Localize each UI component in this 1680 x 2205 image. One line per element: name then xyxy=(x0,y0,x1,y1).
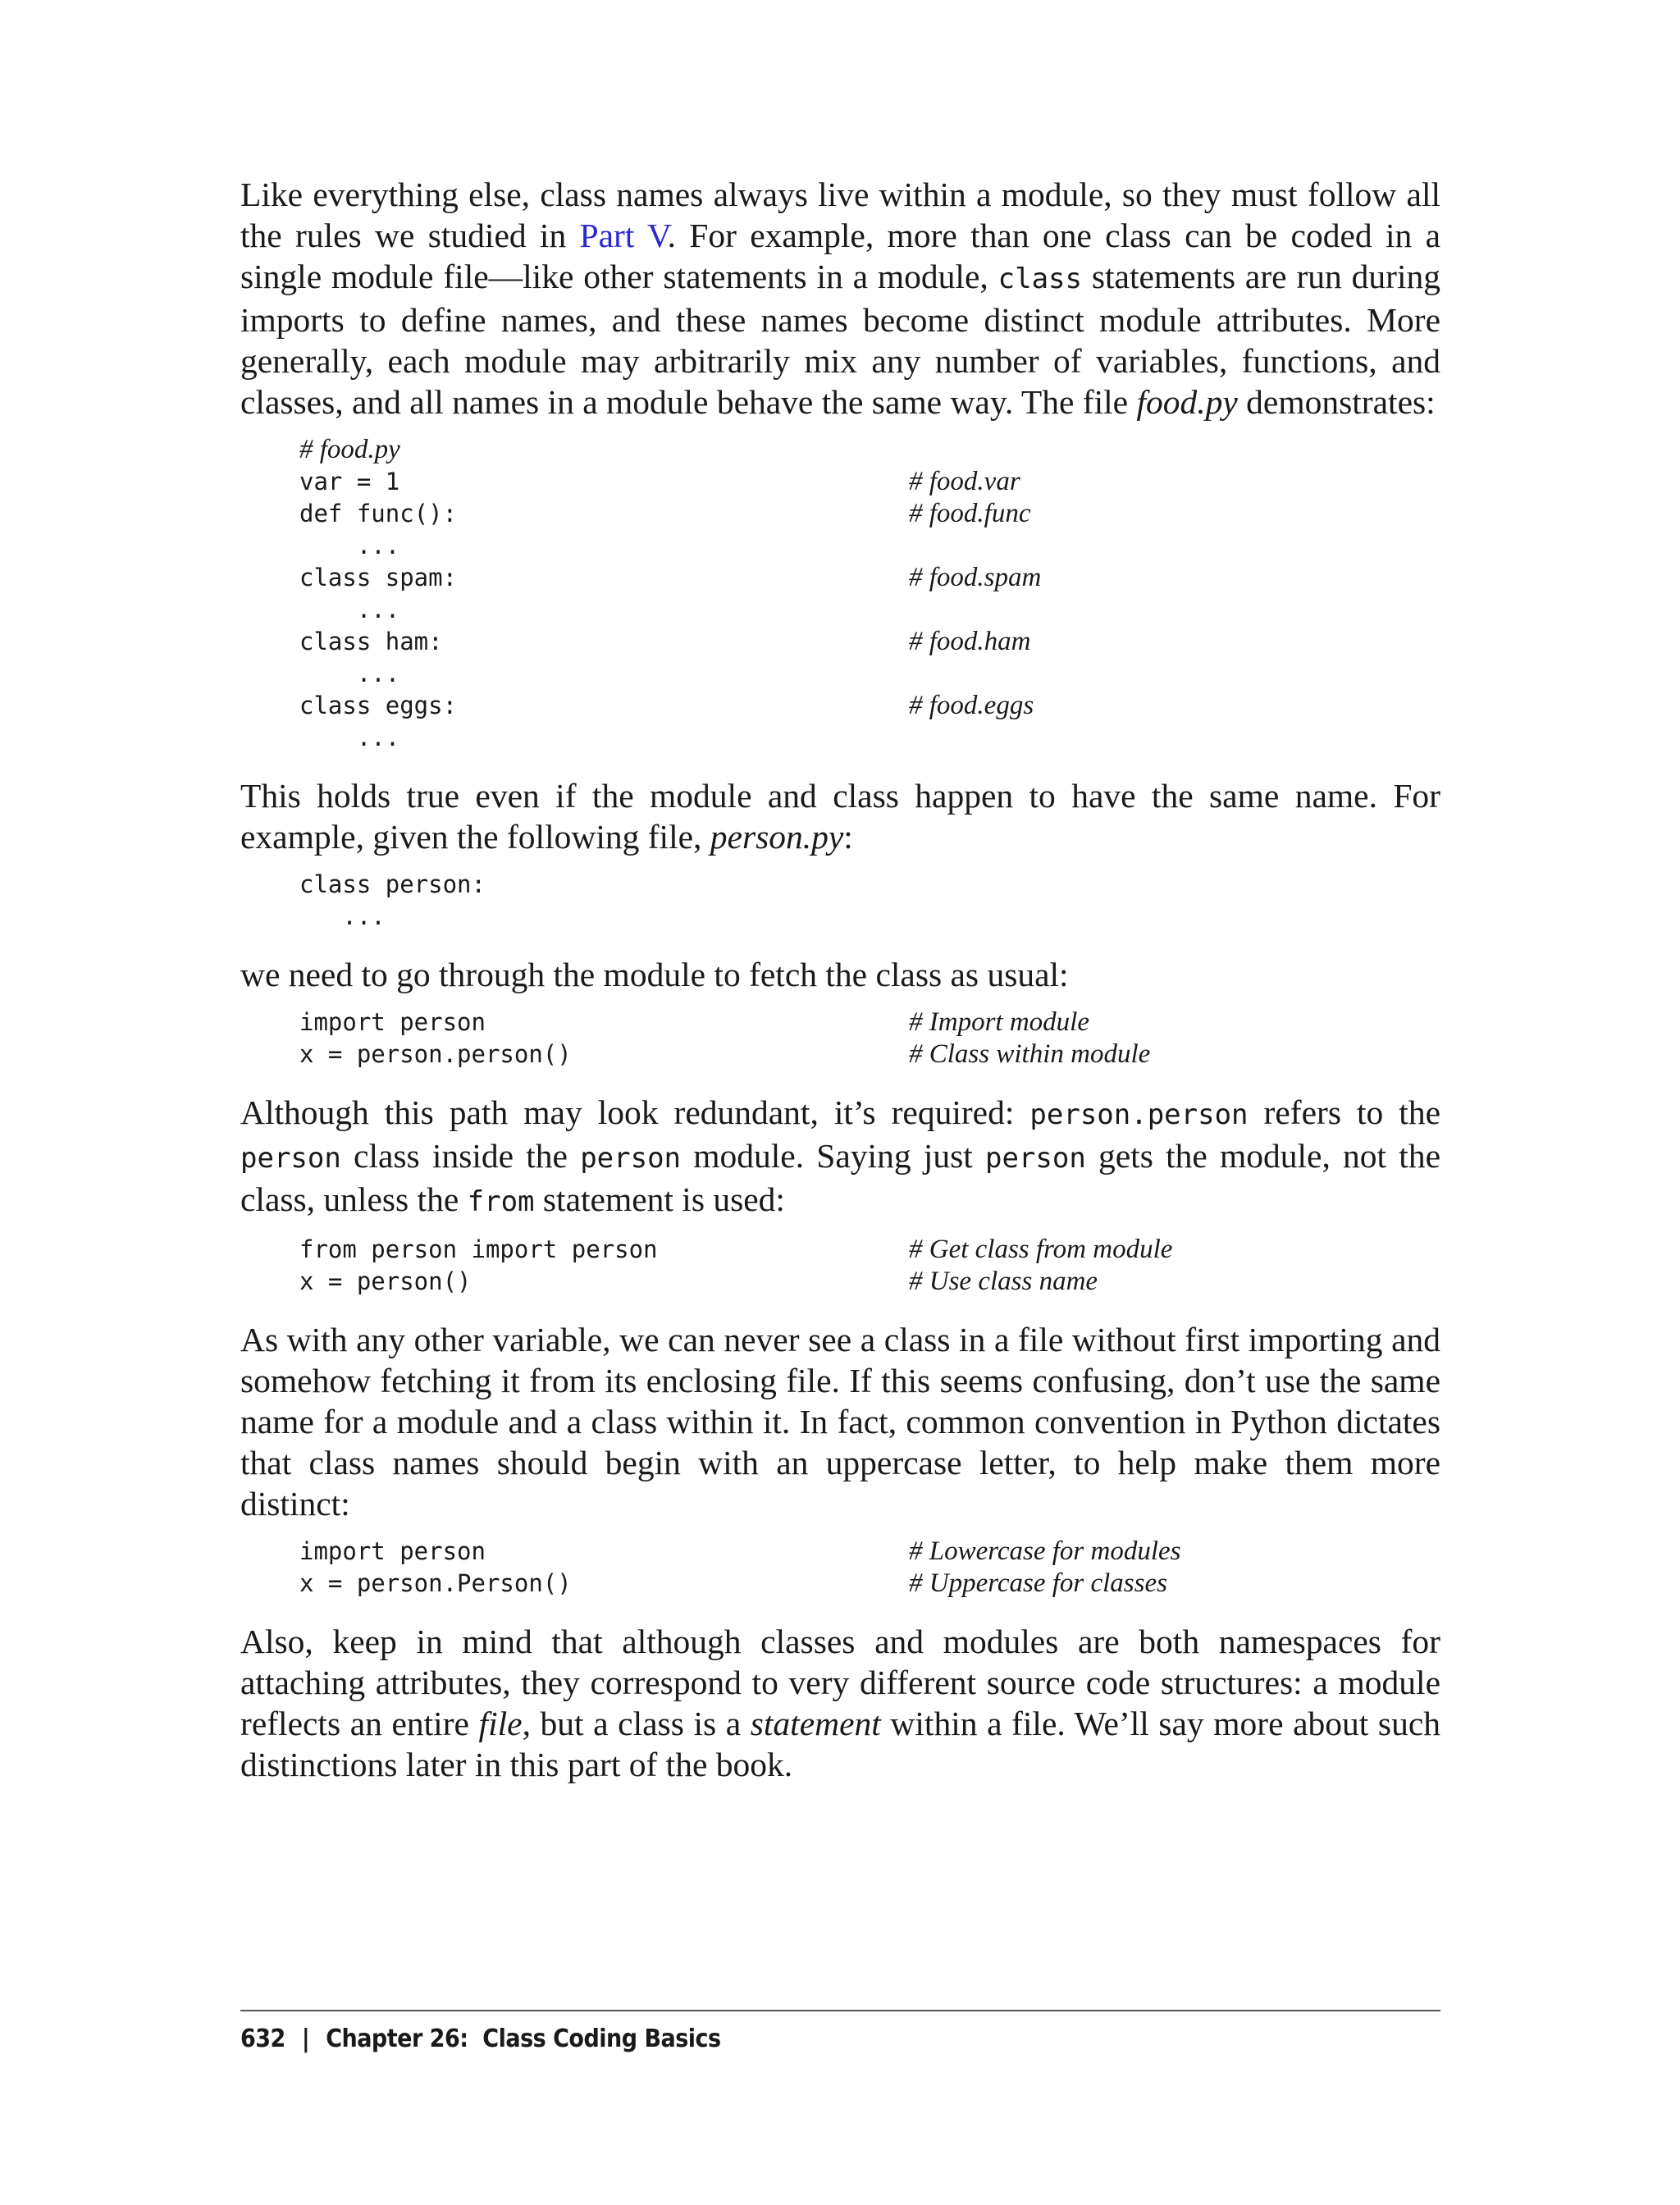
code-block-person-py xyxy=(299,869,1440,933)
footer-separator: | xyxy=(301,2025,310,2053)
inline-code: person xyxy=(240,1142,341,1175)
code-text: x = person.person() xyxy=(299,1040,572,1068)
code-comment: # food.var xyxy=(909,467,1020,496)
code-block-from-import xyxy=(299,1234,1440,1298)
code-text: ... xyxy=(299,532,400,559)
code-text: ... xyxy=(299,596,400,623)
paragraph-fetch-class: we need to go through the module to fetch the class as usual: xyxy=(240,956,1069,993)
inline-code: person xyxy=(984,1142,1086,1175)
code-comment: # food.func xyxy=(909,499,1031,528)
paragraph-class-names-in-modules: Like everything else, class names always live within a module, so they must follow all the rules we studied in Part V. For example, more than one class can be coded in a single module file—like other statements in a module, class statements are run during imports to define names, and these names become distinct module attributes. More generally, each module may arbitrarily mix any number of variables, functions, and classes, and all names in a module behave the same way. The file food.py demonstrates: xyxy=(240,176,1440,421)
code-text: ... xyxy=(299,724,400,751)
code-comment: # Lowercase for modules xyxy=(909,1536,1181,1566)
code-text: ... xyxy=(299,660,400,687)
inline-code: from xyxy=(467,1185,535,1218)
code-text: def func(): xyxy=(299,500,458,527)
code-comment: # food.spam xyxy=(909,563,1042,592)
code-block-uppercase xyxy=(299,1536,1440,1600)
paragraph-path-redundant: Although this path may look redundant, it’s required: person.person refers to the person class inside the person module. Saying just person gets the module, not the class, unless the from statement is used: xyxy=(240,1093,1440,1218)
emphasis: file xyxy=(478,1705,523,1742)
code-text: from person import person xyxy=(299,1235,658,1263)
code-block-import-person xyxy=(299,1007,1440,1071)
page-number: 632 xyxy=(240,2025,285,2053)
inline-code: person.person xyxy=(1029,1098,1249,1131)
file-name: food.py xyxy=(1136,383,1238,421)
code-block-food-py xyxy=(299,434,1440,754)
paragraph-namespaces: Also, keep in mind that although classes and modules are both namespaces for attaching attributes, they correspond to very different source code structures: a module reflects an entire file, but a class is a statement within a file. We’ll say more about such distinctions later in this part of the book. xyxy=(240,1623,1440,1783)
code-text: ... xyxy=(299,902,386,930)
code-text: x = person() xyxy=(299,1267,472,1295)
emphasis: statement xyxy=(750,1705,881,1742)
code-text: class spam: xyxy=(299,564,458,591)
paragraph-same-name: This holds true even if the module and class happen to have the same name. For example, given the following file, person.py: xyxy=(240,777,1440,856)
code-text: class ham: xyxy=(299,628,443,655)
code-comment: # Class within module xyxy=(909,1039,1151,1069)
part-v-link[interactable]: Part V xyxy=(579,217,668,254)
code-text: import person xyxy=(299,1008,486,1036)
inline-code: class xyxy=(998,262,1082,295)
page-body xyxy=(240,174,1440,1785)
code-comment: # Import module xyxy=(909,1007,1089,1037)
chapter-title: Chapter 26: Class Coding Basics xyxy=(326,2025,721,2053)
file-name: person.py xyxy=(710,818,844,856)
page-footer xyxy=(240,2025,721,2053)
code-text: x = person.Person() xyxy=(299,1569,572,1597)
code-comment: # Use class name xyxy=(909,1267,1098,1296)
code-text: var = 1 xyxy=(299,468,400,495)
code-comment: # Uppercase for classes xyxy=(909,1568,1167,1598)
paragraph-naming-convention: As with any other variable, we can never see a class in a file without first importing and somehow fetching it from its enclosing file. If this seems confusing, don’t use the same name for a module and a class within it. In fact, common convention in Python dictates that class names should begin with an uppercase letter, to help make them more distinct: xyxy=(240,1321,1440,1522)
code-comment: # food.eggs xyxy=(909,691,1034,720)
code-text: import person xyxy=(299,1537,486,1565)
code-comment: # food.py xyxy=(299,435,400,464)
footer-divider xyxy=(240,2010,1440,2011)
inline-code: person xyxy=(580,1142,682,1175)
code-comment: # Get class from module xyxy=(909,1235,1173,1264)
code-comment: # food.ham xyxy=(909,627,1031,656)
code-text: class eggs: xyxy=(299,692,458,719)
code-text: class person: xyxy=(299,870,486,898)
